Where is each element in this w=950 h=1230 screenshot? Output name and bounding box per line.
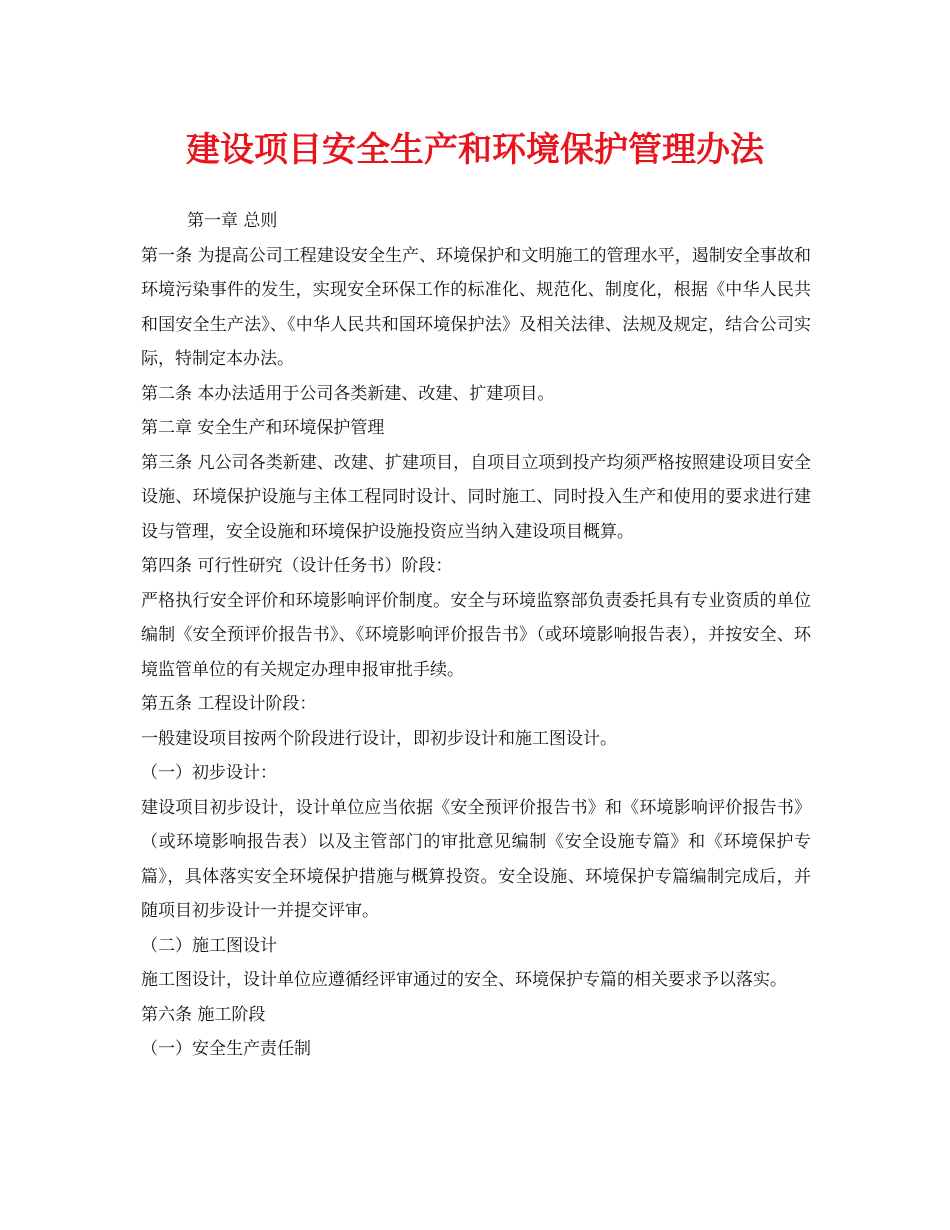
article-paragraph: 第二条 本办法适用于公司各类新建、改建、扩建项目。 [141, 383, 555, 404]
article-heading: 第六条 施工阶段 [141, 1004, 266, 1025]
section-heading: （一）安全生产责任制 [141, 1039, 311, 1059]
body-paragraph: 严格执行安全评价和环境影响评价制度。安全与环境监察部负责委托具有专业资质的单位编制《安全预评价报告书》、《环境影响评价报告书》（或环境影响报告表），并按安全、环境监管单位的有关规定办理申报审批手续。 [141, 590, 811, 680]
article-paragraph: 第三条 凡公司各类新建、改建、扩建项目，自项目立项到投产均须严格按照建设项目安全设施、环境保护设施与主体工程同时设计、同时施工、同时投入生产和使用的要求进行建设与管理，安全设施和环境保护设施投资应当纳入建设项目概算。 [141, 452, 811, 542]
chapter-heading: 第二章 安全生产和环境保护管理 [141, 418, 385, 438]
body-paragraph: 建设项目初步设计，设计单位应当依据《安全预评价报告书》和《环境影响评价报告书》（或环境影响报告表）以及主管部门的审批意见编制《安全设施专篇》和《环境保护专篇》，具体落实安全环境保护措施与概算投资。安全设施、环境保护专篇编制完成后，并随项目初步设计一并提交评审。 [141, 797, 811, 921]
body-paragraph: 一般建设项目按两个阶段进行设计，即初步设计和施工图设计。 [141, 728, 617, 749]
document-body [141, 204, 811, 1067]
article-paragraph: 第一条 为提高公司工程建设安全生产、环境保护和文明施工的管理水平，遏制安全事故和环境污染事件的发生，实现安全环保工作的标准化、规范化、制度化，根据《中华人民共和国安全生产法》、《中华人民共和国环境保护法》及相关法律、法规及规定，结合公司实际，特制定本办法。 [141, 245, 811, 369]
section-heading: （一）初步设计： [141, 763, 277, 783]
chapter-heading: 第一章 总则 [187, 211, 278, 231]
document-title: 建设项目安全生产和环境保护管理办法 [186, 130, 764, 170]
article-heading: 第五条 工程设计阶段： [141, 694, 317, 714]
article-heading: 第四条 可行性研究（设计任务书）阶段： [141, 556, 453, 576]
body-paragraph: 施工图设计，设计单位应遵循经评审通过的安全、环境保护专篇的相关要求予以落实。 [141, 970, 787, 990]
section-heading: （二）施工图设计 [141, 935, 277, 956]
